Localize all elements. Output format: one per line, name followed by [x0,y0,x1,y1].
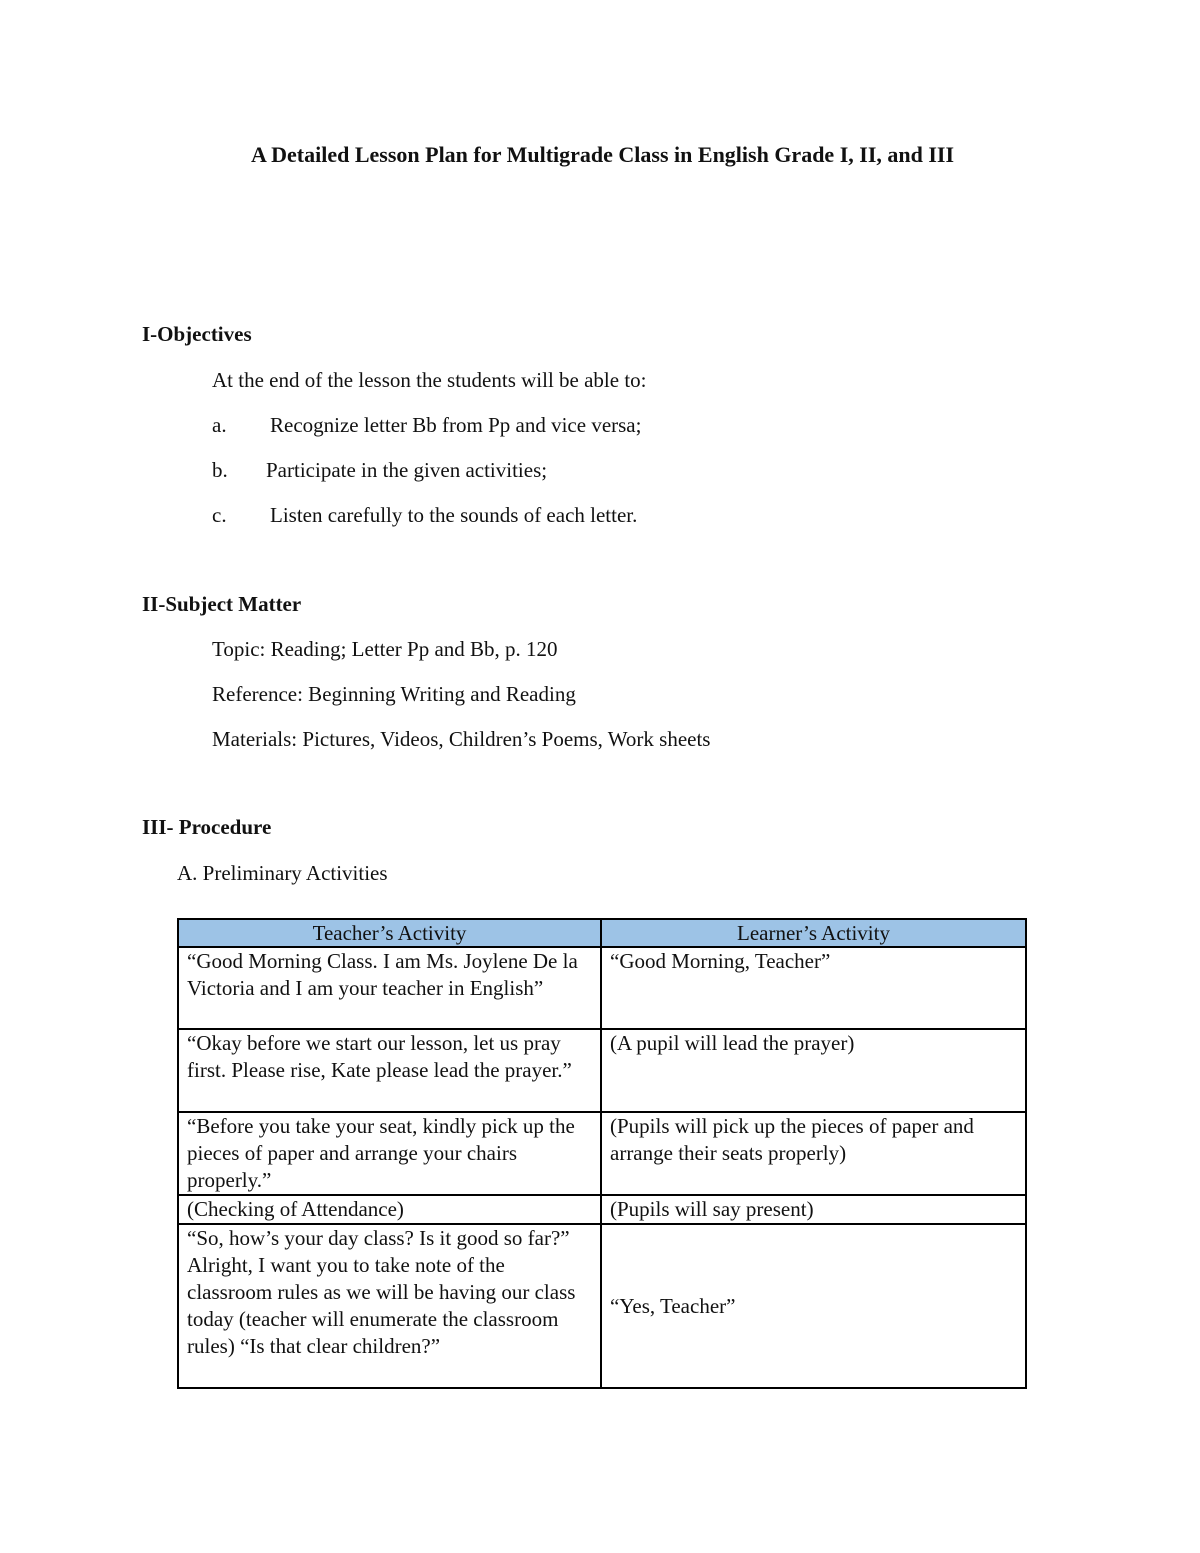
learner-activity-cell: “Good Morning, Teacher” [601,947,1026,1029]
header-teachers-activity: Teacher’s Activity [178,919,601,947]
teacher-activity-cell: “So, how’s your day class? Is it good so far?” Alright, I want you to take note of the classroom rules as we will be having our class today (teacher will enumerate the classroom rules) “Is that clear children?” [178,1224,601,1388]
objective-item-b: Participate in the given activities; [266,458,548,482]
document-title: A Detailed Lesson Plan for Multigrade Class in English Grade I, II, and III [250,142,955,167]
subject-reference: Reference: Beginning Writing and Reading [212,682,576,706]
learner-activity-cell: (A pupil will lead the prayer) [601,1029,1026,1112]
learner-activity-cell: (Pupils will say present) [601,1195,1026,1224]
teacher-activity-cell: “Okay before we start our lesson, let us pray first. Please rise, Kate please lead the prayer.” [178,1029,601,1112]
objective-letter-a: a. [212,413,227,437]
table-header-row [178,919,1026,947]
preliminary-activities-heading: A. Preliminary Activities [177,861,388,885]
objectives-heading: I-Objectives [142,322,252,346]
teacher-activity-cell: “Good Morning Class. I am Ms. Joylene De la Victoria and I am your teacher in English” [178,947,601,1029]
learner-activity-cell: “Yes, Teacher” [601,1224,1026,1388]
subject-matter-heading: II-Subject Matter [142,592,302,616]
table-row [178,1224,1026,1388]
header-learners-activity: Learner’s Activity [601,919,1026,947]
objective-letter-c: c. [212,503,227,527]
subject-materials: Materials: Pictures, Videos, Children’s Poems, Work sheets [212,727,711,751]
table-row [178,1112,1026,1195]
objective-letter-b: b. [212,458,228,482]
objectives-intro: At the end of the lesson the students will be able to: [212,368,647,392]
teacher-activity-cell: “Before you take your seat, kindly pick up the pieces of paper and arrange your chairs properly.” [178,1112,601,1195]
subject-topic: Topic: Reading; Letter Pp and Bb, p. 120 [212,637,558,661]
learner-activity-cell: (Pupils will pick up the pieces of paper and arrange their seats properly) [601,1112,1026,1195]
teacher-activity-cell: (Checking of Attendance) [178,1195,601,1224]
objective-item-c: Listen carefully to the sounds of each letter. [270,503,638,527]
table-row [178,1195,1026,1224]
procedure-heading: III- Procedure [142,815,272,839]
table-row [178,1029,1026,1112]
activities-table [177,918,1027,1389]
objective-item-a: Recognize letter Bb from Pp and vice versa; [270,413,642,437]
table-row [178,947,1026,1029]
